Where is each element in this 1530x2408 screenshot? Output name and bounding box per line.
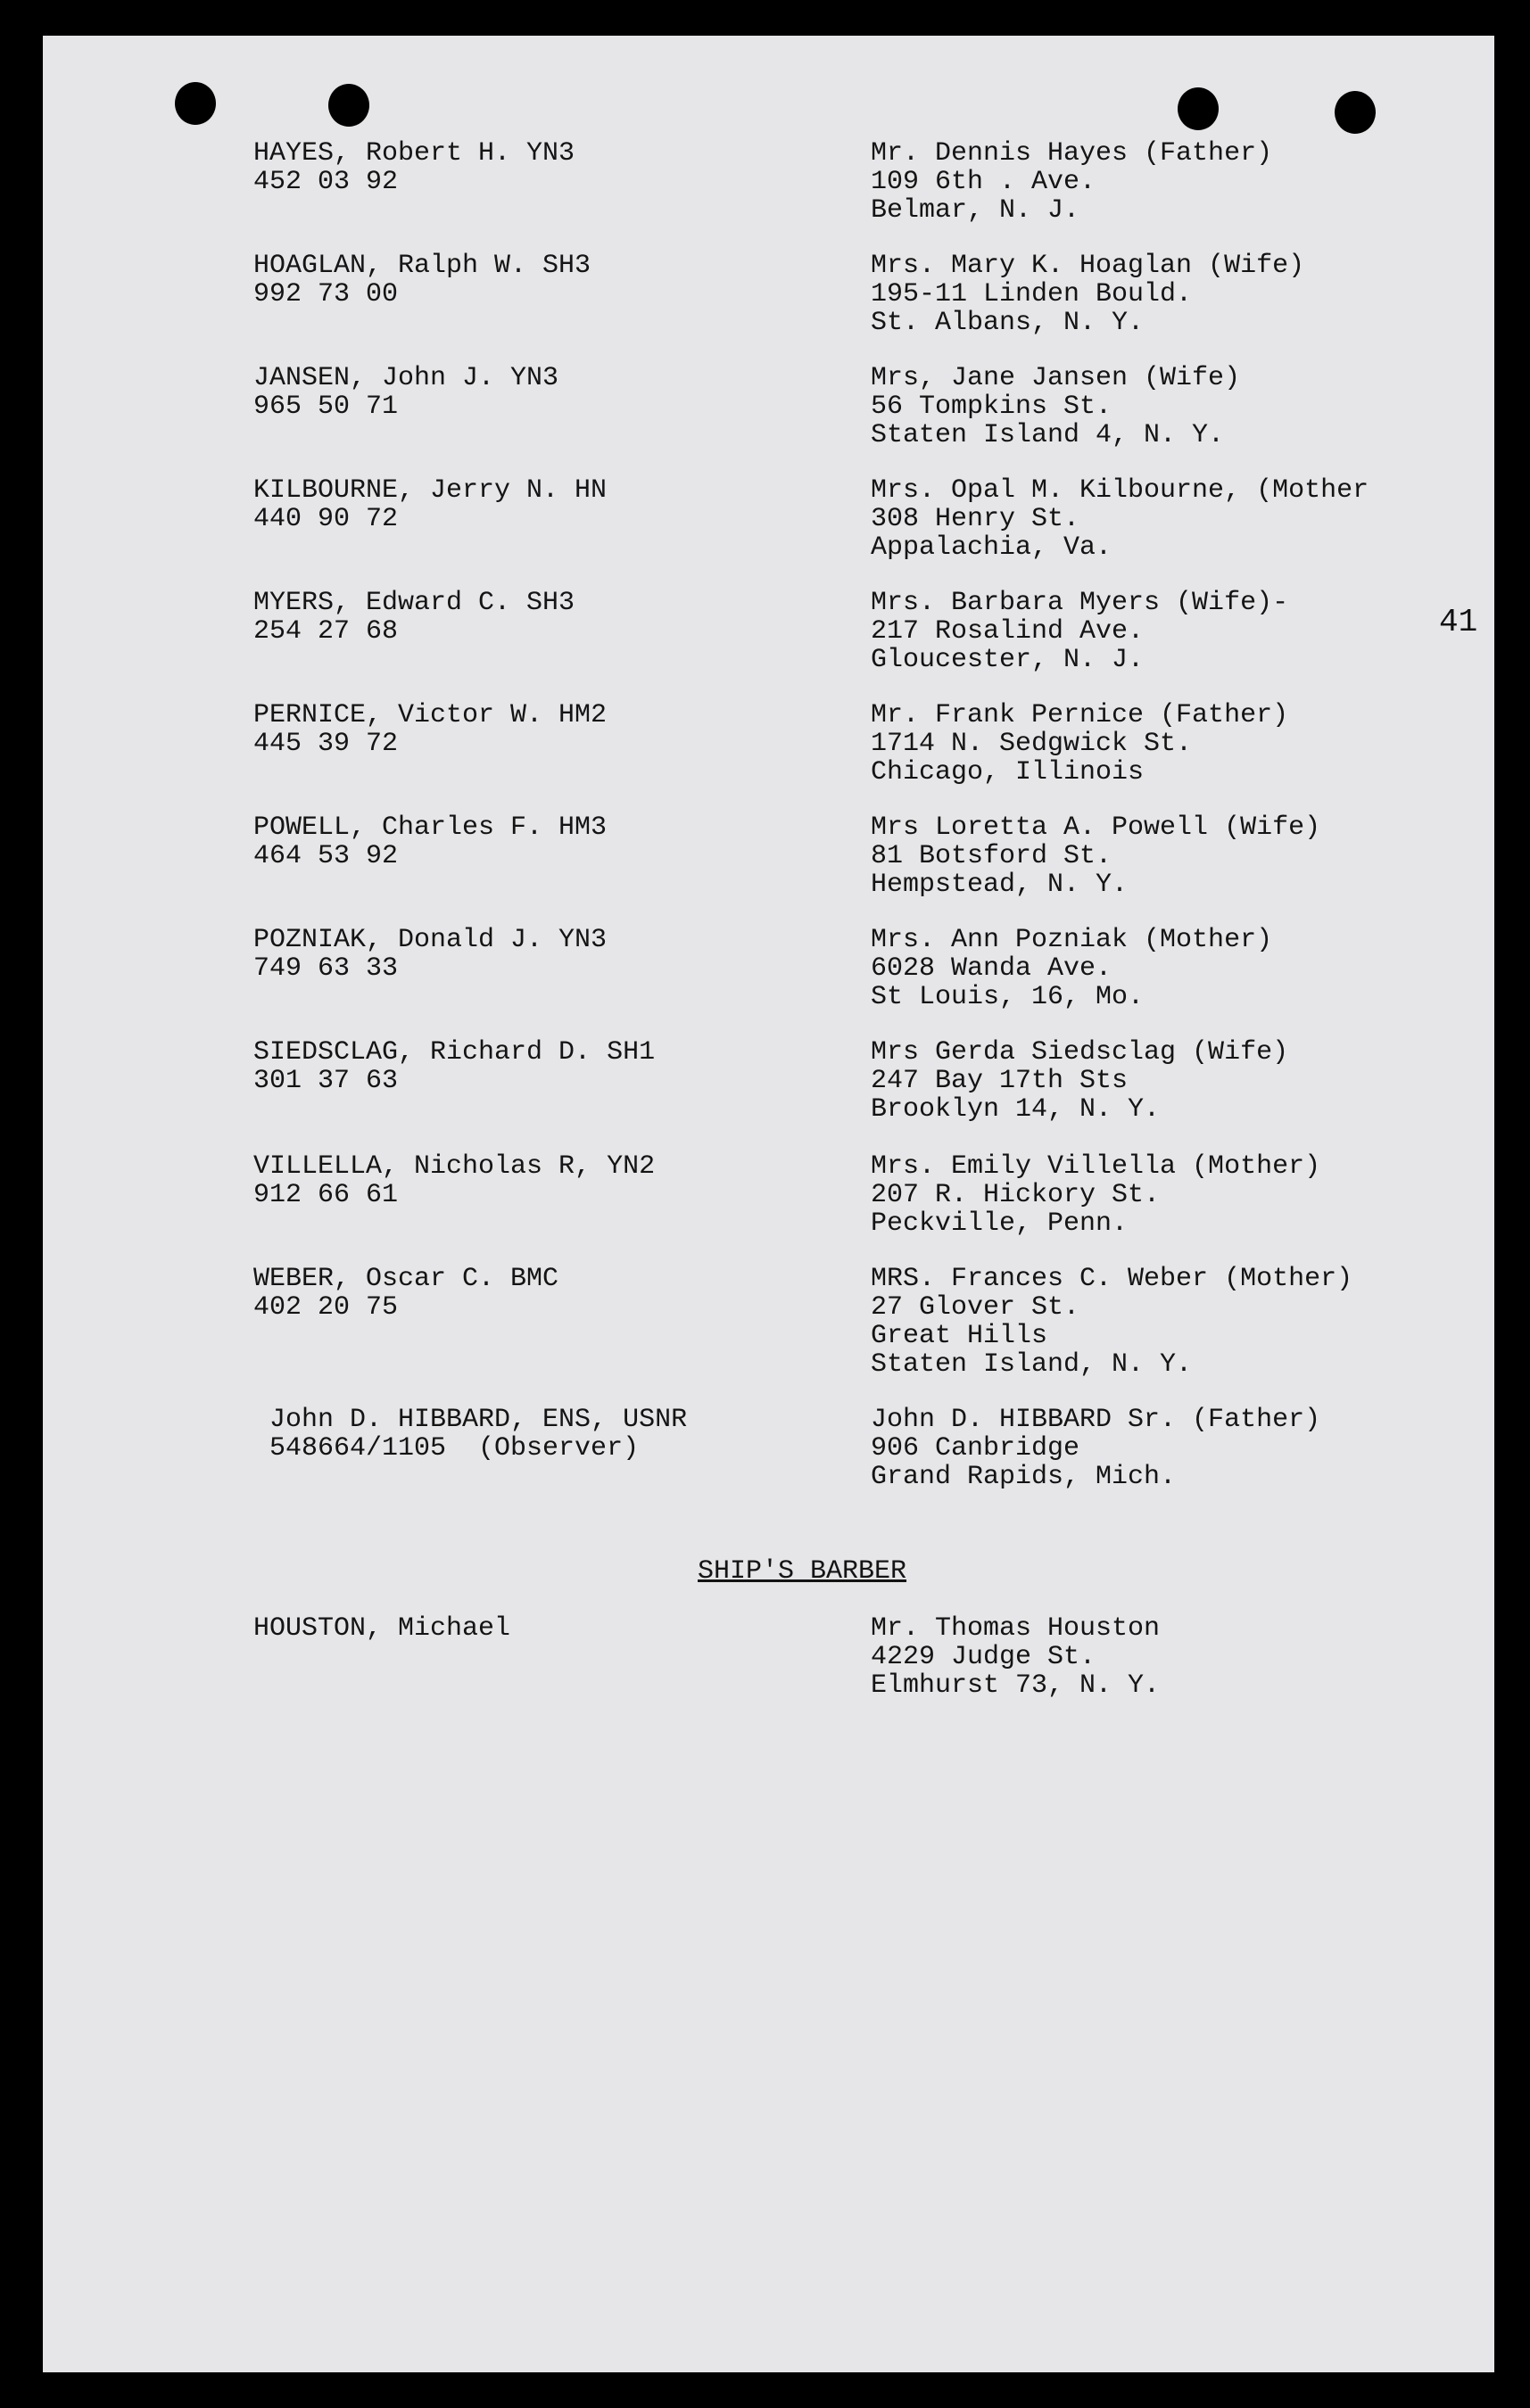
kin-name: MRS. Frances C. Weber (Mother): [871, 1264, 1353, 1294]
punch-hole: [1178, 87, 1219, 130]
kin-name: Mrs Loretta A. Powell (Wife): [871, 812, 1321, 843]
service-number: 445 39 72: [253, 729, 399, 759]
crew-member: [253, 1038, 655, 1095]
kin-address-line: 1714 N. Sedgwick St.: [871, 729, 1193, 759]
next-of-kin: [871, 926, 1272, 1011]
kin-address-line: St. Albans, N. Y.: [871, 308, 1145, 338]
kin-name: Mrs. Opal M. Kilbourne, (Mother: [871, 475, 1369, 506]
kin-address-line: 4229 Judge St.: [871, 1642, 1096, 1672]
crew-name: HOUSTON, Michael: [253, 1613, 511, 1644]
crew-name-rate: SIEDSCLAG, Richard D. SH1: [253, 1037, 656, 1068]
kin-name: Mrs. Emily Villella (Mother): [871, 1151, 1321, 1182]
crew-name-rate: John D. HIBBARD, ENS, USNR: [253, 1405, 688, 1435]
crew-member: [253, 1152, 655, 1209]
crew-member: [253, 476, 607, 533]
service-number: 254 27 68: [253, 616, 399, 647]
kin-address-line: 81 Botsford St.: [871, 841, 1112, 871]
service-number: 992 73 00: [253, 279, 399, 309]
kin-address-line: Grand Rapids, Mich.: [871, 1462, 1177, 1492]
kin-address-line: 6028 Wanda Ave.: [871, 953, 1112, 984]
kin-name: Mr. Dennis Hayes (Father): [871, 138, 1273, 169]
crew-member: [253, 926, 607, 983]
next-of-kin: [871, 1152, 1320, 1238]
next-of-kin: [871, 589, 1288, 674]
service-number: 452 03 92: [253, 167, 399, 197]
punch-hole: [1335, 91, 1376, 134]
next-of-kin: [871, 476, 1369, 562]
kin-address-line: Peckville, Penn.: [871, 1208, 1129, 1239]
next-of-kin: [871, 1406, 1320, 1491]
crew-member: [253, 139, 575, 196]
punch-hole: [328, 84, 369, 127]
service-number: 912 66 61: [253, 1180, 399, 1210]
kin-address-line: Gloucester, N. J.: [871, 645, 1145, 675]
crew-name-rate: JANSEN, John J. YN3: [253, 363, 559, 393]
kin-address-line: 308 Henry St.: [871, 504, 1080, 534]
kin-address-line: 27 Glover St.: [871, 1292, 1080, 1323]
kin-address-line: 906 Canbridge: [871, 1433, 1080, 1464]
kin-name: Mrs. Barbara Myers (Wife)-: [871, 588, 1289, 618]
kin-name: Mrs Gerda Siedsclag (Wife): [871, 1037, 1289, 1068]
service-number: 402 20 75: [253, 1292, 399, 1323]
service-number: 301 37 63: [253, 1066, 399, 1096]
kin-name: Mrs. Mary K. Hoaglan (Wife): [871, 251, 1305, 281]
next-of-kin: [871, 813, 1320, 899]
kin-name: Mr. Frank Pernice (Father): [871, 700, 1289, 730]
crew-name-rate: HAYES, Robert H. YN3: [253, 138, 575, 169]
kin-address-line: 109 6th . Ave.: [871, 167, 1096, 197]
section-heading: SHIP'S BARBER: [698, 1556, 907, 1587]
service-number: 548664/1105 (Observer): [253, 1433, 640, 1464]
service-number: 965 50 71: [253, 392, 399, 422]
next-of-kin: [871, 139, 1272, 225]
crew-name-rate: MYERS, Edward C. SH3: [253, 588, 575, 618]
page-number: 41: [1439, 604, 1478, 640]
kin-address-line: Brooklyn 14, N. Y.: [871, 1094, 1161, 1125]
kin-address-line: 207 R. Hickory St.: [871, 1180, 1161, 1210]
kin-address-line: Chicago, Illinois: [871, 757, 1145, 788]
crew-name-rate: HOAGLAN, Ralph W. SH3: [253, 251, 591, 281]
service-number: 749 63 33: [253, 953, 399, 984]
kin-address-line: Hempstead, N. Y.: [871, 870, 1129, 900]
crew-member: [253, 252, 591, 309]
crew-member: [253, 364, 558, 421]
kin-address-line: Belmar, N. J.: [871, 195, 1080, 226]
kin-name: Mr. Thomas Houston: [871, 1613, 1161, 1644]
service-number: 464 53 92: [253, 841, 399, 871]
crew-member: [253, 701, 607, 758]
service-number: 440 90 72: [253, 504, 399, 534]
kin-address-line: 195-11 Linden Bould.: [871, 279, 1193, 309]
kin-name: Mrs. Ann Pozniak (Mother): [871, 925, 1273, 955]
kin-address-line: Appalachia, Va.: [871, 532, 1112, 563]
crew-name-rate: WEBER, Oscar C. BMC: [253, 1264, 559, 1294]
punch-hole: [175, 82, 216, 125]
kin-name: Mrs, Jane Jansen (Wife): [871, 363, 1241, 393]
kin-address-line: 56 Tompkins St.: [871, 392, 1112, 422]
crew-member: [253, 589, 575, 646]
crew-member: [253, 1265, 558, 1322]
kin-address-line: 217 Rosalind Ave.: [871, 616, 1145, 647]
next-of-kin: [871, 1614, 1160, 1700]
kin-address-line: Staten Island, N. Y.: [871, 1349, 1193, 1380]
next-of-kin: [871, 364, 1240, 449]
kin-name: John D. HIBBARD Sr. (Father): [871, 1405, 1321, 1435]
crew-name-rate: POWELL, Charles F. HM3: [253, 812, 608, 843]
crew-name-rate: PERNICE, Victor W. HM2: [253, 700, 608, 730]
crew-name-rate: VILLELLA, Nicholas R, YN2: [253, 1151, 656, 1182]
crew-name-rate: KILBOURNE, Jerry N. HN: [253, 475, 608, 506]
kin-address-line: St Louis, 16, Mo.: [871, 982, 1145, 1012]
next-of-kin: [871, 1038, 1288, 1124]
crew-name-rate: POZNIAK, Donald J. YN3: [253, 925, 608, 955]
crew-member: [253, 1406, 687, 1463]
document-page: [43, 36, 1494, 2372]
kin-address-line: Great Hills: [871, 1321, 1048, 1351]
crew-member: [253, 813, 607, 870]
next-of-kin: [871, 252, 1304, 337]
kin-address-line: Staten Island 4, N. Y.: [871, 420, 1225, 450]
crew-member: [253, 1614, 510, 1643]
next-of-kin: [871, 701, 1288, 787]
kin-address-line: Elmhurst 73, N. Y.: [871, 1670, 1161, 1701]
kin-address-line: 247 Bay 17th Sts: [871, 1066, 1129, 1096]
next-of-kin: [871, 1265, 1352, 1379]
